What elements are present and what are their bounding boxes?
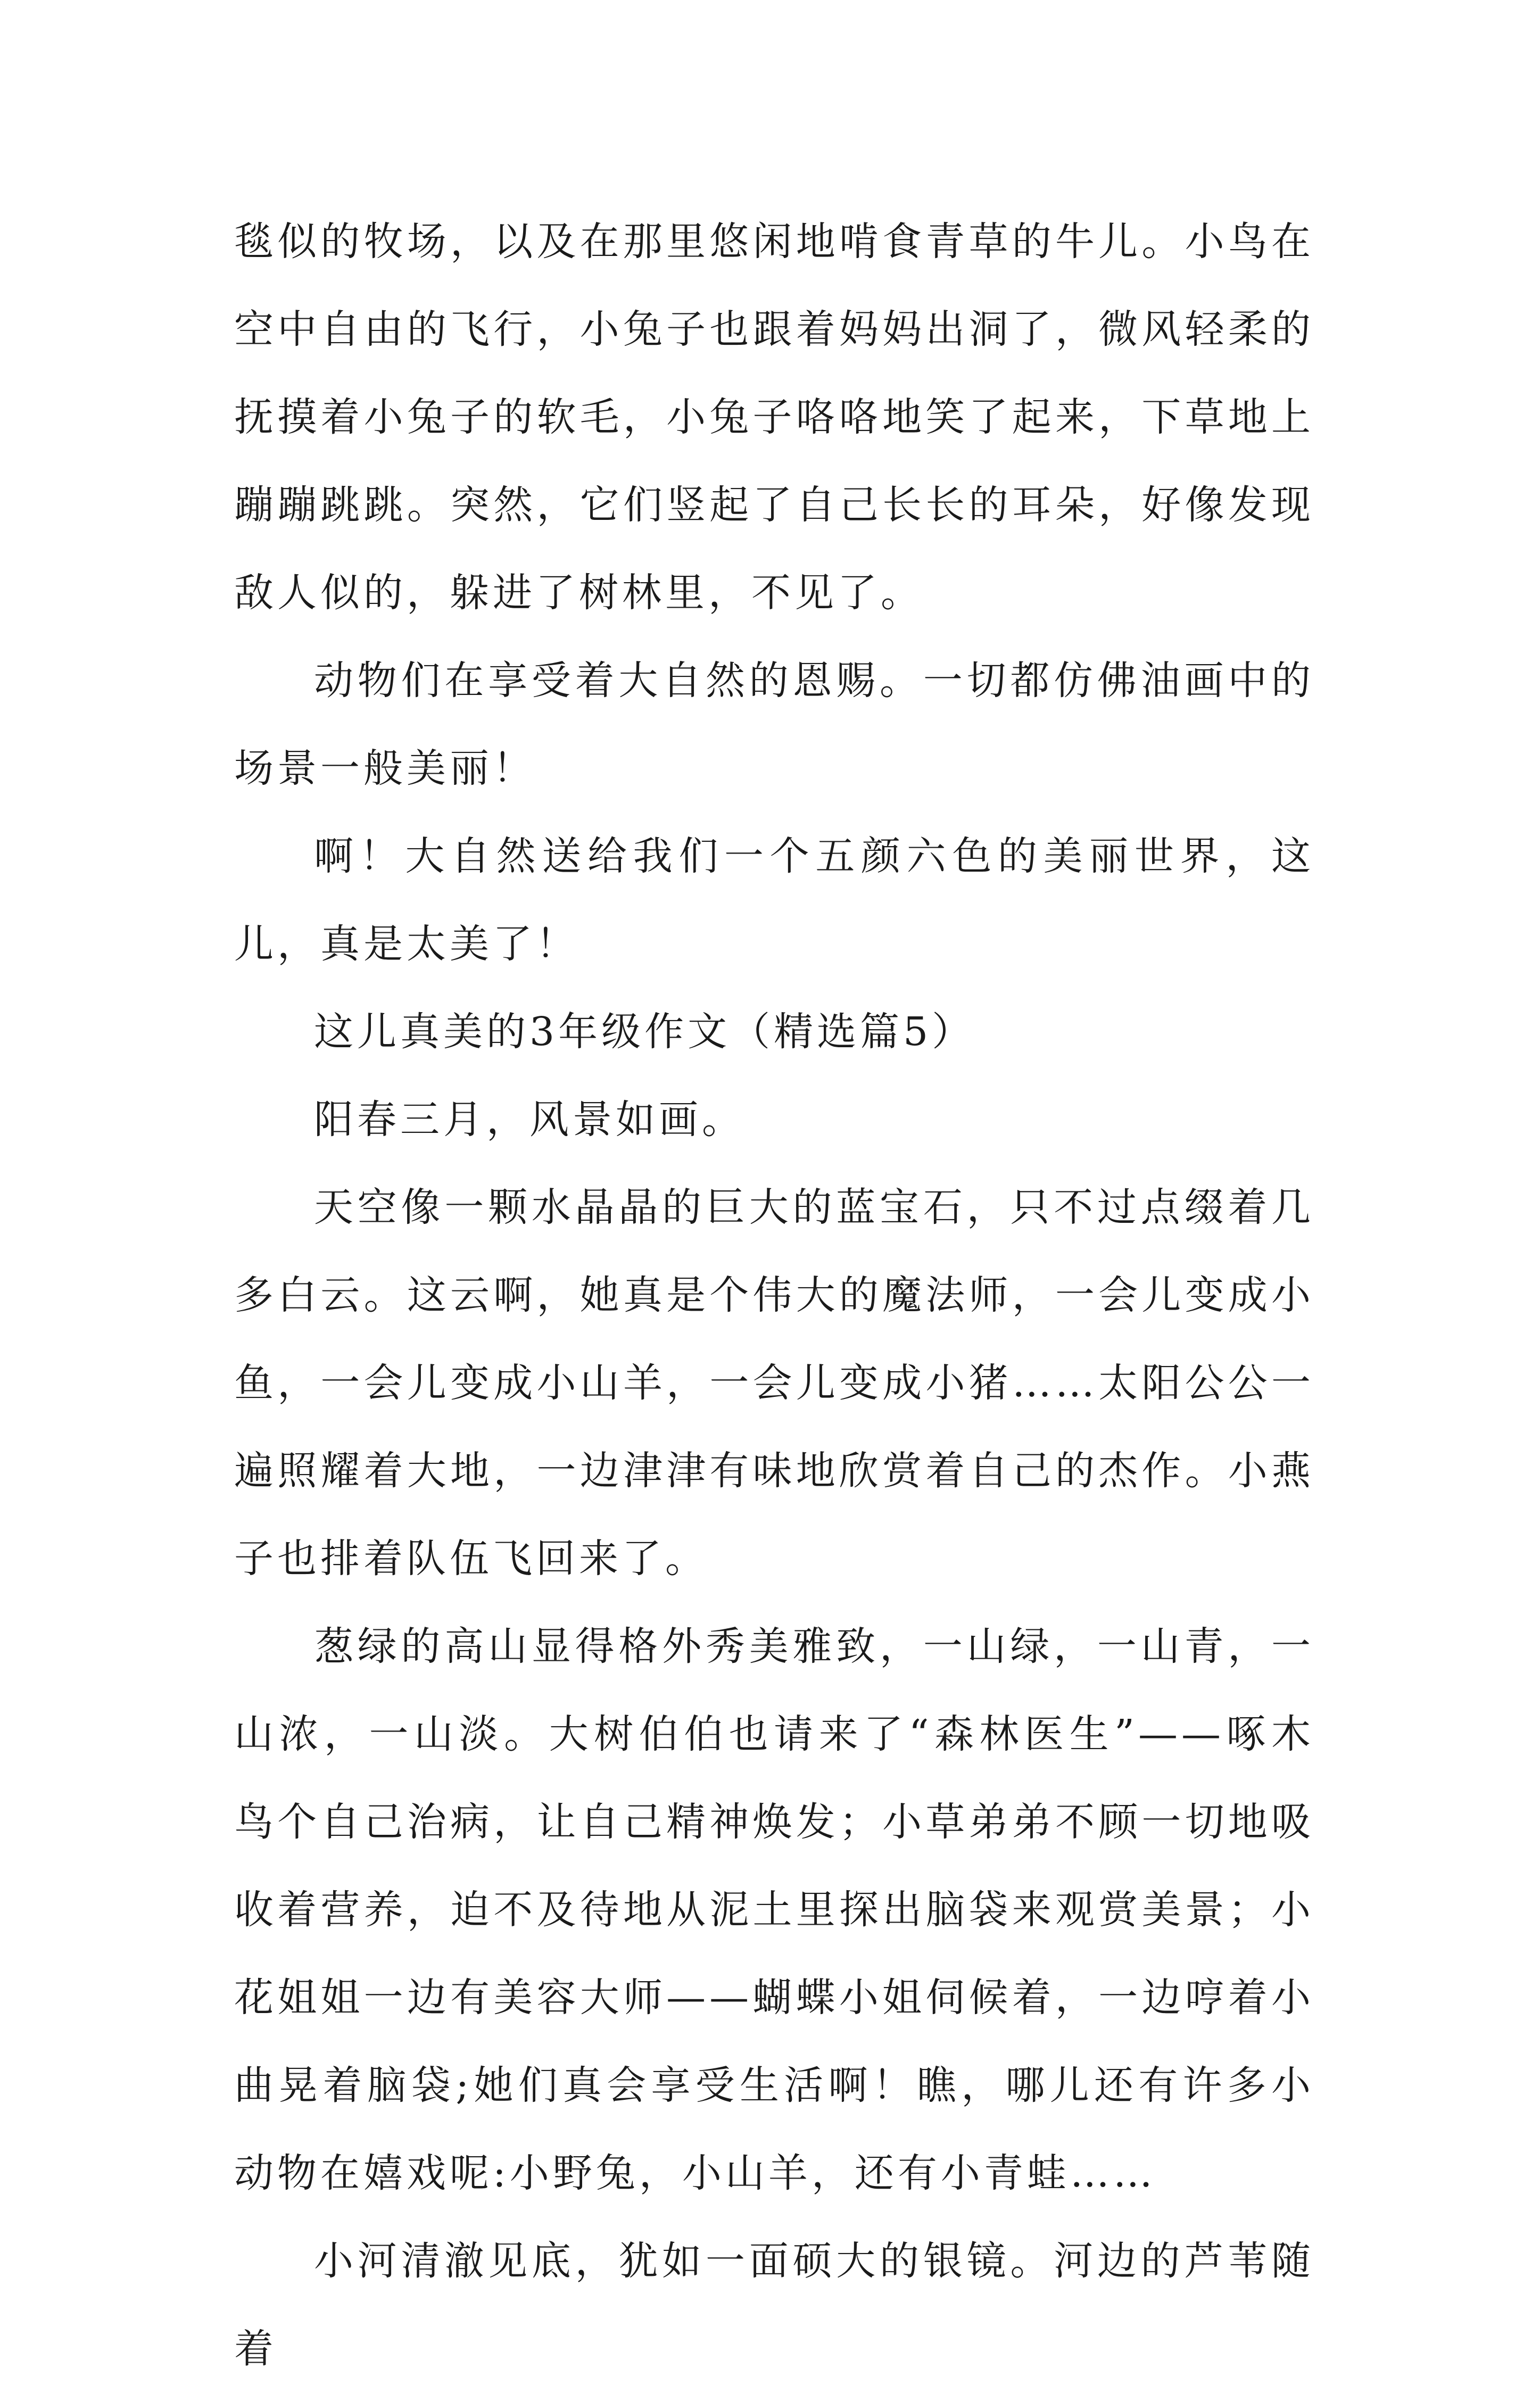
section-heading: 这儿真美的3年级作文（精选篇5） (314, 1009, 975, 1055)
paragraph: 天空像一颗水晶晶的巨大的蓝宝石，只不过点缀着几多白云。这云啊，她真是个伟大的魔法师，一会儿变成小鱼，一会儿变成小山羊，一会儿变成小猪……太阳公公一遍照耀着大地，一边津津有味地欣赏着自己的杰作。小燕子也排着队伍飞回来了。 (234, 1185, 1314, 1581)
article-body (234, 198, 1314, 2393)
paragraph: 小河清澈见底，犹如一面硕大的银镜。河边的芦苇随着 (234, 2238, 1314, 2372)
paragraph: 动物们在享受着大自然的恩赐。一切都仿佛油画中的场景一般美丽！ (234, 658, 1314, 791)
paragraph: 啊！大自然送给我们一个五颜六色的美丽世界，这儿，真是太美了！ (234, 833, 1314, 967)
paragraph: 葱绿的高山显得格外秀美雅致，一山绿，一山青，一山浓，一山淡。大树伯伯也请来了“森林医生”——啄木鸟个自己治病，让自己精神焕发；小草弟弟不顾一切地吸收着营养，迫不及待地从泥土里探出脑袋来观赏美景；小花姐姐一边有美容大师——蝴蝶小姐伺候着，一边哼着小曲晃着脑袋;她们真会享受生活啊！瞧，哪儿还有许多小动物在嬉戏呢:小野兔，小山羊，还有小青蛙…… (234, 1624, 1314, 2196)
paragraph: 阳春三月，风景如画。 (314, 1097, 745, 1142)
paragraph: 毯似的牧场，以及在那里悠闲地啃食青草的牛儿。小鸟在空中自由的飞行，小兔子也跟着妈妈出洞了，微风轻柔的抚摸着小兔子的软毛，小兔子咯咯地笑了起来，下草地上蹦蹦跳跳。突然，它们竖起了自己长长的耳朵，好像发现敌人似的，躲进了树林里，不见了。 (234, 219, 1314, 616)
